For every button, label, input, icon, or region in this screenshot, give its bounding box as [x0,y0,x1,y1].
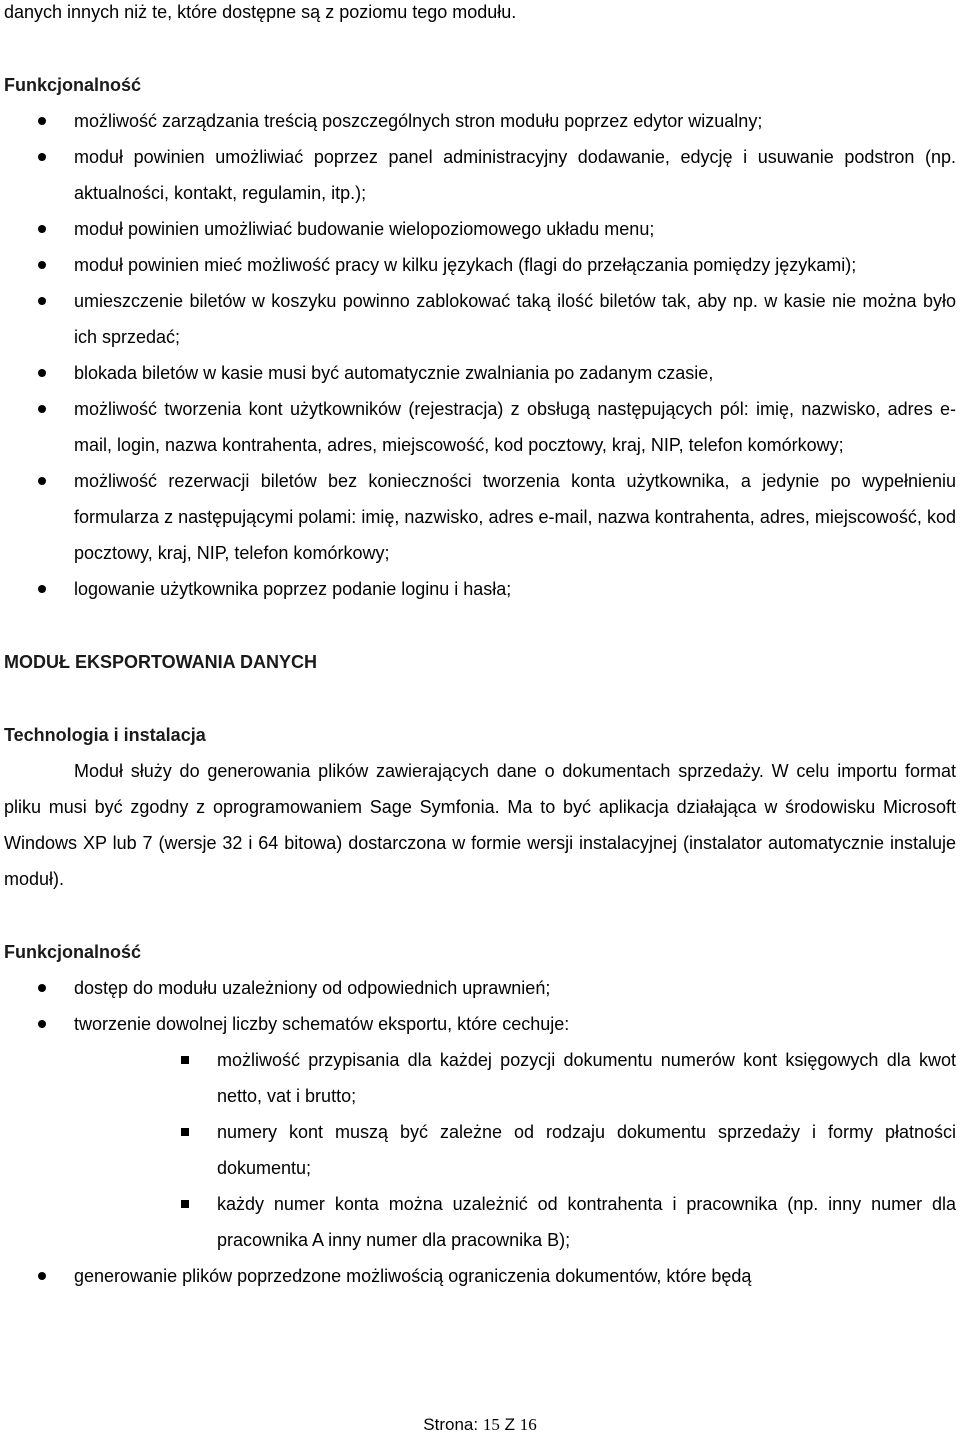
export-functionality-list [4,970,956,1042]
sublist-item: możliwość przypisania dla każdej pozycji dokumentu numerów kont księgowych dla kwot netto, vat i brutto; [4,1042,956,1114]
bullet-icon [38,1272,46,1280]
bullet-icon [38,153,46,161]
square-bullet-icon [181,1128,189,1136]
page-total: 16 [519,1415,537,1434]
list-item: moduł powinien umożliwiać budowanie wielopoziomowego układu menu; [4,211,956,247]
list-item: tworzenie dowolnej liczby schematów eksportu, które cechuje: [4,1006,956,1042]
functionality-list [4,103,956,607]
section-heading-functionality: Funkcjonalność [4,75,142,95]
bullet-icon [38,405,46,413]
bullet-icon [38,369,46,377]
section-heading-functionality-2: Funkcjonalność [4,942,142,962]
bullet-icon [38,297,46,305]
tech-heading: Technologia i instalacja [4,725,206,745]
page-label: Strona: [423,1415,479,1434]
bullet-icon [38,117,46,125]
bullet-icon [38,225,46,233]
list-item: możliwość rezerwacji biletów bez konieczności tworzenia konta użytkownika, a jedynie po wypełnieniu formularza z następującymi polami: imię, nazwisko, adres e-mail, nazwa kontrahenta, adres, miejscowość, kod pocztowy, kraj, NIP, telefon komórkowy; [4,463,956,571]
document-content [4,0,956,1294]
bullet-icon [38,984,46,992]
page-current: 15 [482,1415,500,1434]
list-item: możliwość zarządzania treścią poszczególnych stron modułu poprzez edytor wizualny; [4,103,956,139]
list-item: moduł powinien mieć możliwość pracy w kilku językach (flagi do przełączania pomiędzy językami); [4,247,956,283]
sublist-item: numery kont muszą być zależne od rodzaju dokumentu sprzedaży i formy płatności dokumentu; [4,1114,956,1186]
page-footer [0,1414,960,1436]
export-functionality-list-cont [4,1258,956,1294]
list-item: blokada biletów w kasie musi być automatycznie zwalniania po zadanym czasie, [4,355,956,391]
tech-paragraph: Moduł służy do generowania plików zawierających dane o dokumentach sprzedaży. W celu importu format pliku musi być zgodny z oprogramowaniem Sage Symfonia. Ma to być aplikacja działająca w środowisku Microsoft Windows XP lub 7 (wersje 32 i 64 bitowa) dostarczona w formie wersji instalacyjnej (instalator automatycznie instaluje moduł). [4,761,956,889]
bullet-icon [38,477,46,485]
list-item: możliwość tworzenia kont użytkowników (rejestracja) z obsługą następujących pól: imię, nazwisko, adres e-mail, login, nazwa kontrahenta, adres, miejscowość, kod pocztowy, kraj, NIP, telefon komórkowy; [4,391,956,463]
square-bullet-icon [181,1200,189,1208]
list-item: umieszczenie biletów w koszyku powinno zablokować taką ilość biletów tak, aby np. w kasie nie można było ich sprzedać; [4,283,956,355]
square-bullet-icon [181,1056,189,1064]
module-heading: MODUŁ EKSPORTOWANIA DANYCH [4,652,318,672]
bullet-icon [38,1020,46,1028]
list-item: logowanie użytkownika poprzez podanie loginu i hasła; [4,571,956,607]
export-schema-sublist [4,1042,956,1258]
page-separator: Z [504,1415,515,1434]
bullet-icon [38,585,46,593]
list-item: dostęp do modułu uzależniony od odpowiednich uprawnień; [4,970,956,1006]
bullet-icon [38,261,46,269]
sublist-item: każdy numer konta można uzależnić od kontrahenta i pracownika (np. inny numer dla pracownika A inny numer dla pracownika B); [4,1186,956,1258]
list-item: generowanie plików poprzedzone możliwością ograniczenia dokumentów, które będą [4,1258,956,1294]
list-item: moduł powinien umożliwiać poprzez panel administracyjny dodawanie, edycję i usuwanie podstron (np. aktualności, kontakt, regulamin, itp.); [4,139,956,211]
intro-line: danych innych niż te, które dostępne są z poziomu tego modułu. [4,2,517,22]
